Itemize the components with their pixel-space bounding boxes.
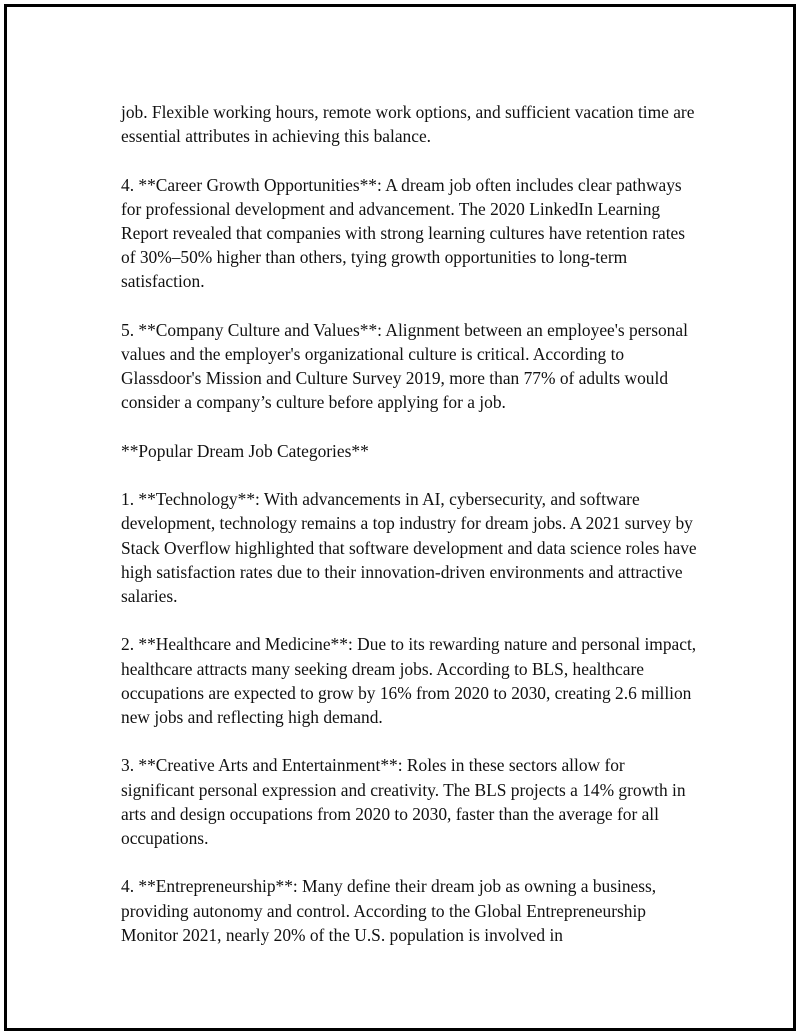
paragraph-technology: 1. **Technology**: With advancements in AI, cybersecurity, and software development, technology remains a top industry for dream jobs. A 2021 survey by Stack Overflow highlighted that software development and data science roles have high satisfaction rates due to their innovation-driven environments and attractive salaries. xyxy=(121,489,697,606)
paragraph-creative-arts: 3. **Creative Arts and Entertainment**: Roles in these sectors allow for significant personal expression and creativity. The BLS projects a 14% growth in arts and design occupations from 2020 to 2030, faster than the average for all occupations. xyxy=(121,755,686,848)
paragraph-career-growth: 4. **Career Growth Opportunities**: A dream job often includes clear pathways for professional development and advancement. The 2020 LinkedIn Learning Report revealed that companies with strong learning cultures have retention rates of 30%–50% higher than others, tying growth opportunities to long-term satisfaction. xyxy=(121,174,686,292)
document-body xyxy=(121,100,701,947)
page-frame xyxy=(4,4,796,1031)
paragraph-company-culture: 5. **Company Culture and Values**: Alignment between an employee's personal values and the employer's organizational culture is critical. According to Glassdoor's Mission and Culture Survey 2019, more than 77% of adults would consider a company’s culture before applying for a job. xyxy=(121,319,688,413)
paragraph-healthcare: 2. **Healthcare and Medicine**: Due to its rewarding nature and personal impact, healthcare attracts many seeking dream jobs. According to BLS, healthcare occupations are expected to grow by 16% from 2020 to 2030, creating 2.6 million new jobs and reflecting high demand. xyxy=(121,634,697,727)
section-heading-dream-job-categories: **Popular Dream Job Categories** xyxy=(121,440,369,461)
paragraph-work-life-balance-continued: job. Flexible working hours, remote work options, and sufficient vacation time are essential attributes in achieving this balance. xyxy=(121,102,695,147)
paragraph-entrepreneurship: 4. **Entrepreneurship**: Many define their dream job as owning a business, providing autonomy and control. According to the Global Entrepreneurship Monitor 2021, nearly 20% of the U.S. population is involved in xyxy=(121,876,657,945)
